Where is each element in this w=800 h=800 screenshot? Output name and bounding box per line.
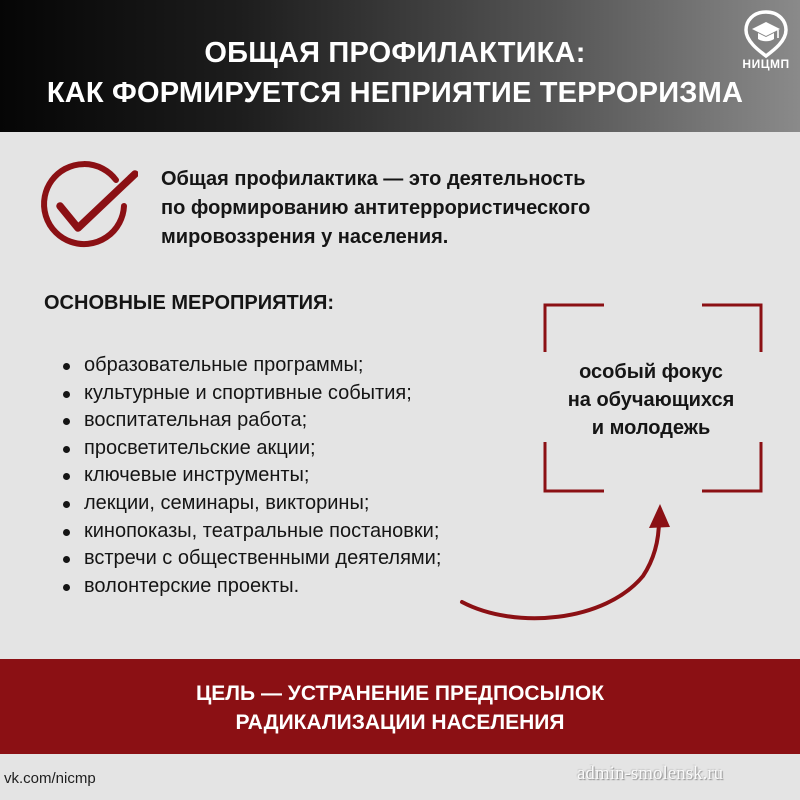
list-item: образовательные программы; — [60, 352, 441, 380]
focus-text — [542, 358, 760, 442]
page-title-line-1: ОБЩАЯ ПРОФИЛАКТИКА: — [204, 37, 586, 69]
measures-title: ОСНОВНЫЕ МЕРОПРИЯТИЯ: — [44, 292, 335, 314]
footer-link[interactable]: vk.com/nicmp — [4, 770, 96, 787]
goal-text — [0, 679, 800, 737]
list-item: культурные и спортивные события; — [60, 380, 441, 408]
list-item: воспитательная работа; — [60, 407, 441, 435]
list-item: кинопоказы, театральные постановки; — [60, 518, 441, 546]
goal-line-2: РАДИКАЛИЗАЦИИ НАСЕЛЕНИЯ — [235, 711, 565, 734]
focus-line-2: на обучающихся — [567, 389, 735, 411]
definition-line-3: мировоззрения у населения. — [161, 226, 449, 248]
list-item: волонтерские проекты. — [60, 573, 441, 601]
curved-arrow-icon — [455, 498, 680, 630]
goal-banner — [0, 659, 800, 754]
page-title-line-2: КАК ФОРМИРУЕТСЯ НЕПРИЯТИЕ ТЕРРОРИЗМА — [46, 77, 744, 109]
definition-line-1: Общая профилактика — это деятельность — [161, 168, 586, 190]
definition-text — [161, 165, 761, 252]
watermark: admin-smolensk.ru — [577, 763, 724, 784]
graduation-cap-pin-icon — [736, 10, 796, 58]
definition-line-2: по формированию антитеррористического — [161, 197, 591, 219]
logo — [736, 10, 796, 74]
list-item: встречи с общественными деятелями; — [60, 545, 441, 573]
measures-list — [60, 352, 441, 600]
list-item: ключевые инструменты; — [60, 462, 441, 490]
list-item: лекции, семинары, викторины; — [60, 490, 441, 518]
focus-line-3: и молодежь — [591, 417, 711, 439]
checkmark-circle-icon — [36, 158, 138, 250]
goal-line-1: ЦЕЛЬ — УСТРАНЕНИЕ ПРЕДПОСЫЛОК — [195, 682, 605, 705]
header-banner — [0, 0, 800, 132]
list-item: просветительские акции; — [60, 435, 441, 463]
page-title — [0, 33, 790, 113]
logo-text: НИЦМП — [742, 57, 790, 71]
focus-line-1: особый фокус — [579, 361, 723, 383]
